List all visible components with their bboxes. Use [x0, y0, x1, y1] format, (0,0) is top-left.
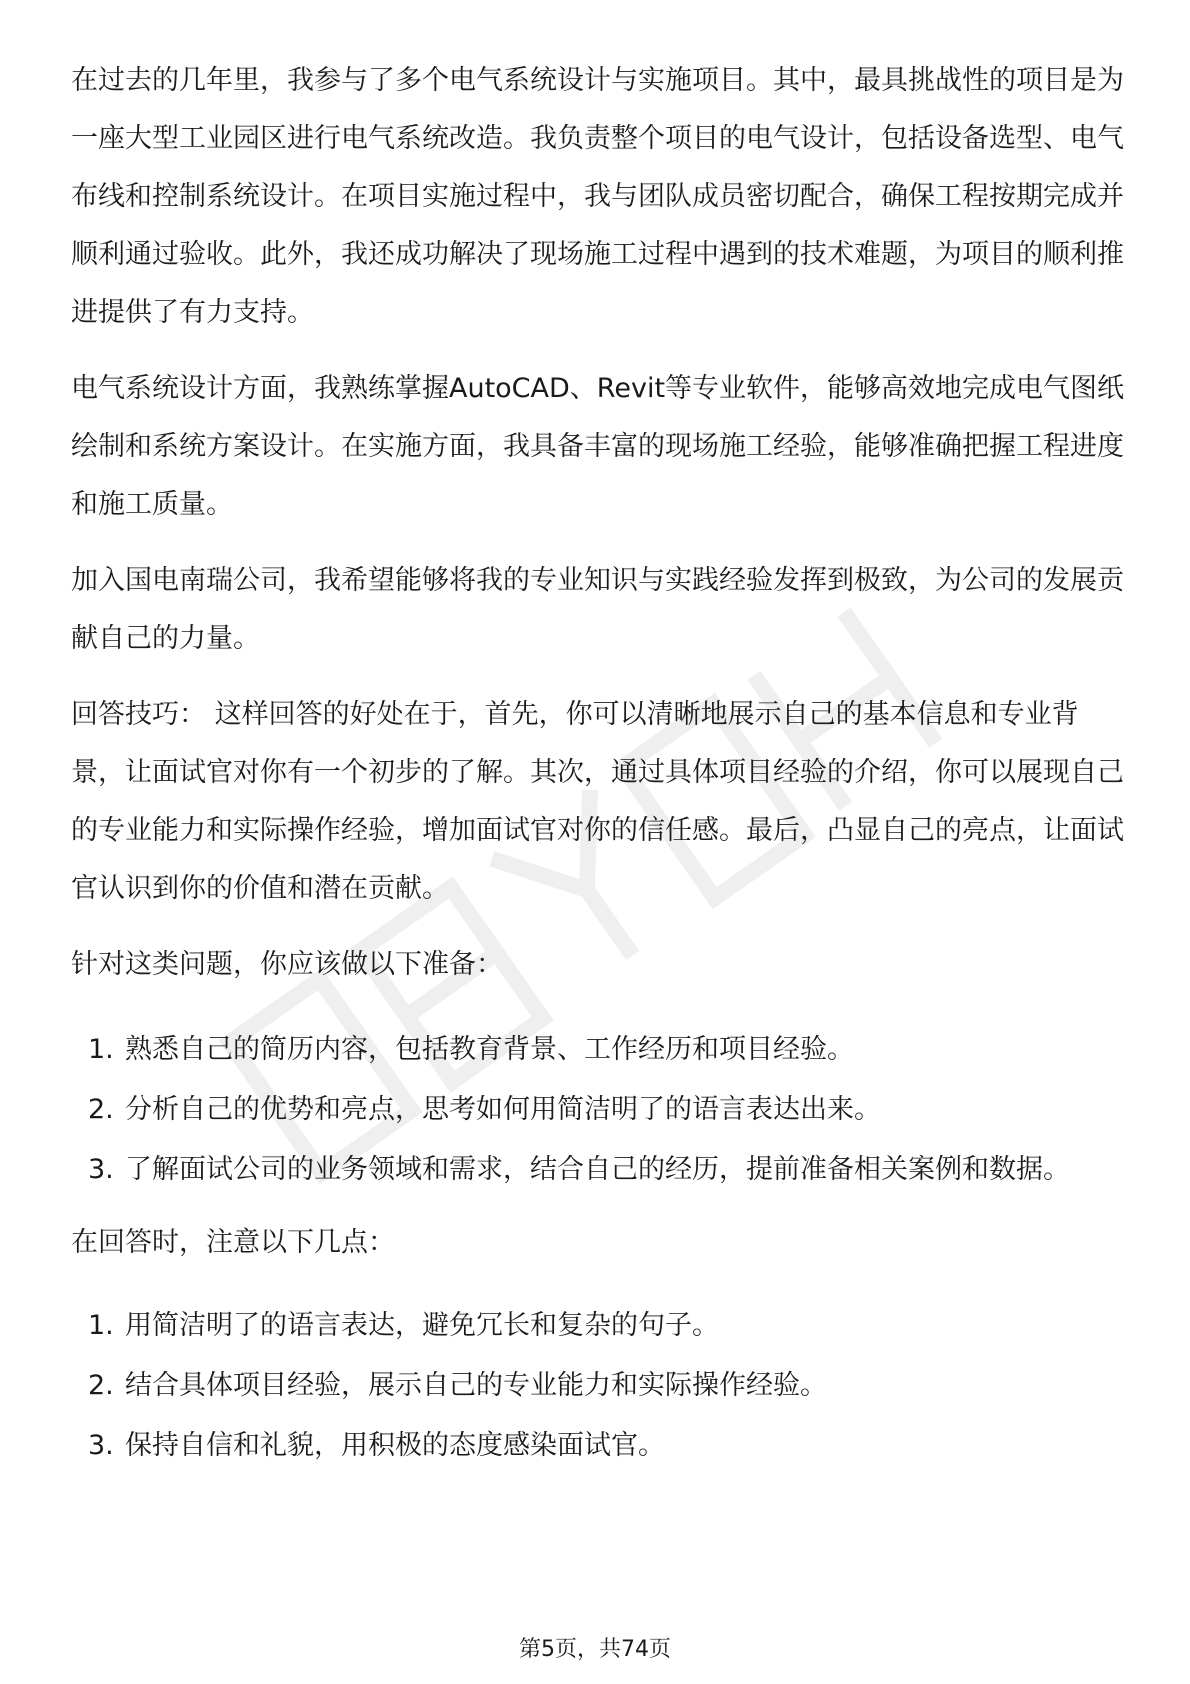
list-item-number: 3.: [88, 1154, 114, 1185]
paragraph-preparation-intro: 针对这类问题，你应该做以下准备：: [71, 949, 503, 980]
list-item: [71, 1140, 1131, 1200]
list-item-text: 结合具体项目经验，展示自己的专业能力和实际操作经验。: [125, 1370, 827, 1401]
paragraph-design-skills: 电气系统设计方面，我熟练掌握AutoCAD、Revit等专业软件，能够高效地完成电气图纸绘制和系统方案设计。在实施方面，我具备丰富的现场施工经验，能够准确把握工程进度和施工质量。: [71, 373, 1125, 520]
answer-notes-list: [71, 1296, 1131, 1476]
list-item-text: 了解面试公司的业务领域和需求，结合自己的经历，提前准备相关案例和数据。: [125, 1154, 1070, 1185]
list-item-text: 分析自己的优势和亮点，思考如何用简洁明了的语言表达出来。: [125, 1094, 881, 1125]
paragraph-answer-notes-intro: 在回答时，注意以下几点：: [71, 1227, 395, 1258]
list-item: [71, 1080, 1131, 1140]
list-item-text: 保持自信和礼貌，用积极的态度感染面试官。: [125, 1430, 665, 1461]
list-item-number: 1.: [88, 1034, 114, 1065]
paragraph-answer-tips: 回答技巧： 这样回答的好处在于，首先，你可以清晰地展示自己的基本信息和专业背景，让面试官对你有一个初步的了解。其次，通过具体项目经验的介绍，你可以展现自己的专业能力和实际操作经验，增加面试官对你的信任感。最后，凸显自己的亮点，让面试官认识到你的价值和潜在贡献。: [71, 699, 1124, 904]
list-item: [71, 1416, 1131, 1476]
document-body: [71, 52, 1131, 1476]
list-item: [71, 1296, 1131, 1356]
list-item-number: 3.: [88, 1430, 114, 1461]
list-item-text: 熟悉自己的简历内容，包括教育背景、工作经历和项目经验。: [125, 1034, 854, 1065]
list-item-number: 2.: [88, 1370, 114, 1401]
list-item-number: 1.: [88, 1310, 114, 1341]
list-item: [71, 1356, 1131, 1416]
list-item-text: 用简洁明了的语言表达，避免冗长和复杂的句子。: [125, 1310, 719, 1341]
preparation-list: [71, 1020, 1131, 1200]
paragraph-join-company: 加入国电南瑞公司，我希望能够将我的专业知识与实践经验发挥到极致，为公司的发展贡献自己的力量。: [71, 565, 1124, 654]
page-number-footer: 第5页，共74页: [519, 1637, 671, 1662]
list-item: [71, 1020, 1131, 1080]
list-item-number: 2.: [88, 1094, 114, 1125]
paragraph-project-experience: 在过去的几年里，我参与了多个电气系统设计与实施项目。其中，最具挑战性的项目是为一座大型工业园区进行电气系统改造。我负责整个项目的电气设计，包括设备选型、电气布线和控制系统设计。在项目实施过程中，我与团队成员密切配合，确保工程按期完成并顺利通过验收。此外，我还成功解决了现场施工过程中遇到的技术难题，为项目的顺利推进提供了有力支持。: [71, 65, 1124, 328]
